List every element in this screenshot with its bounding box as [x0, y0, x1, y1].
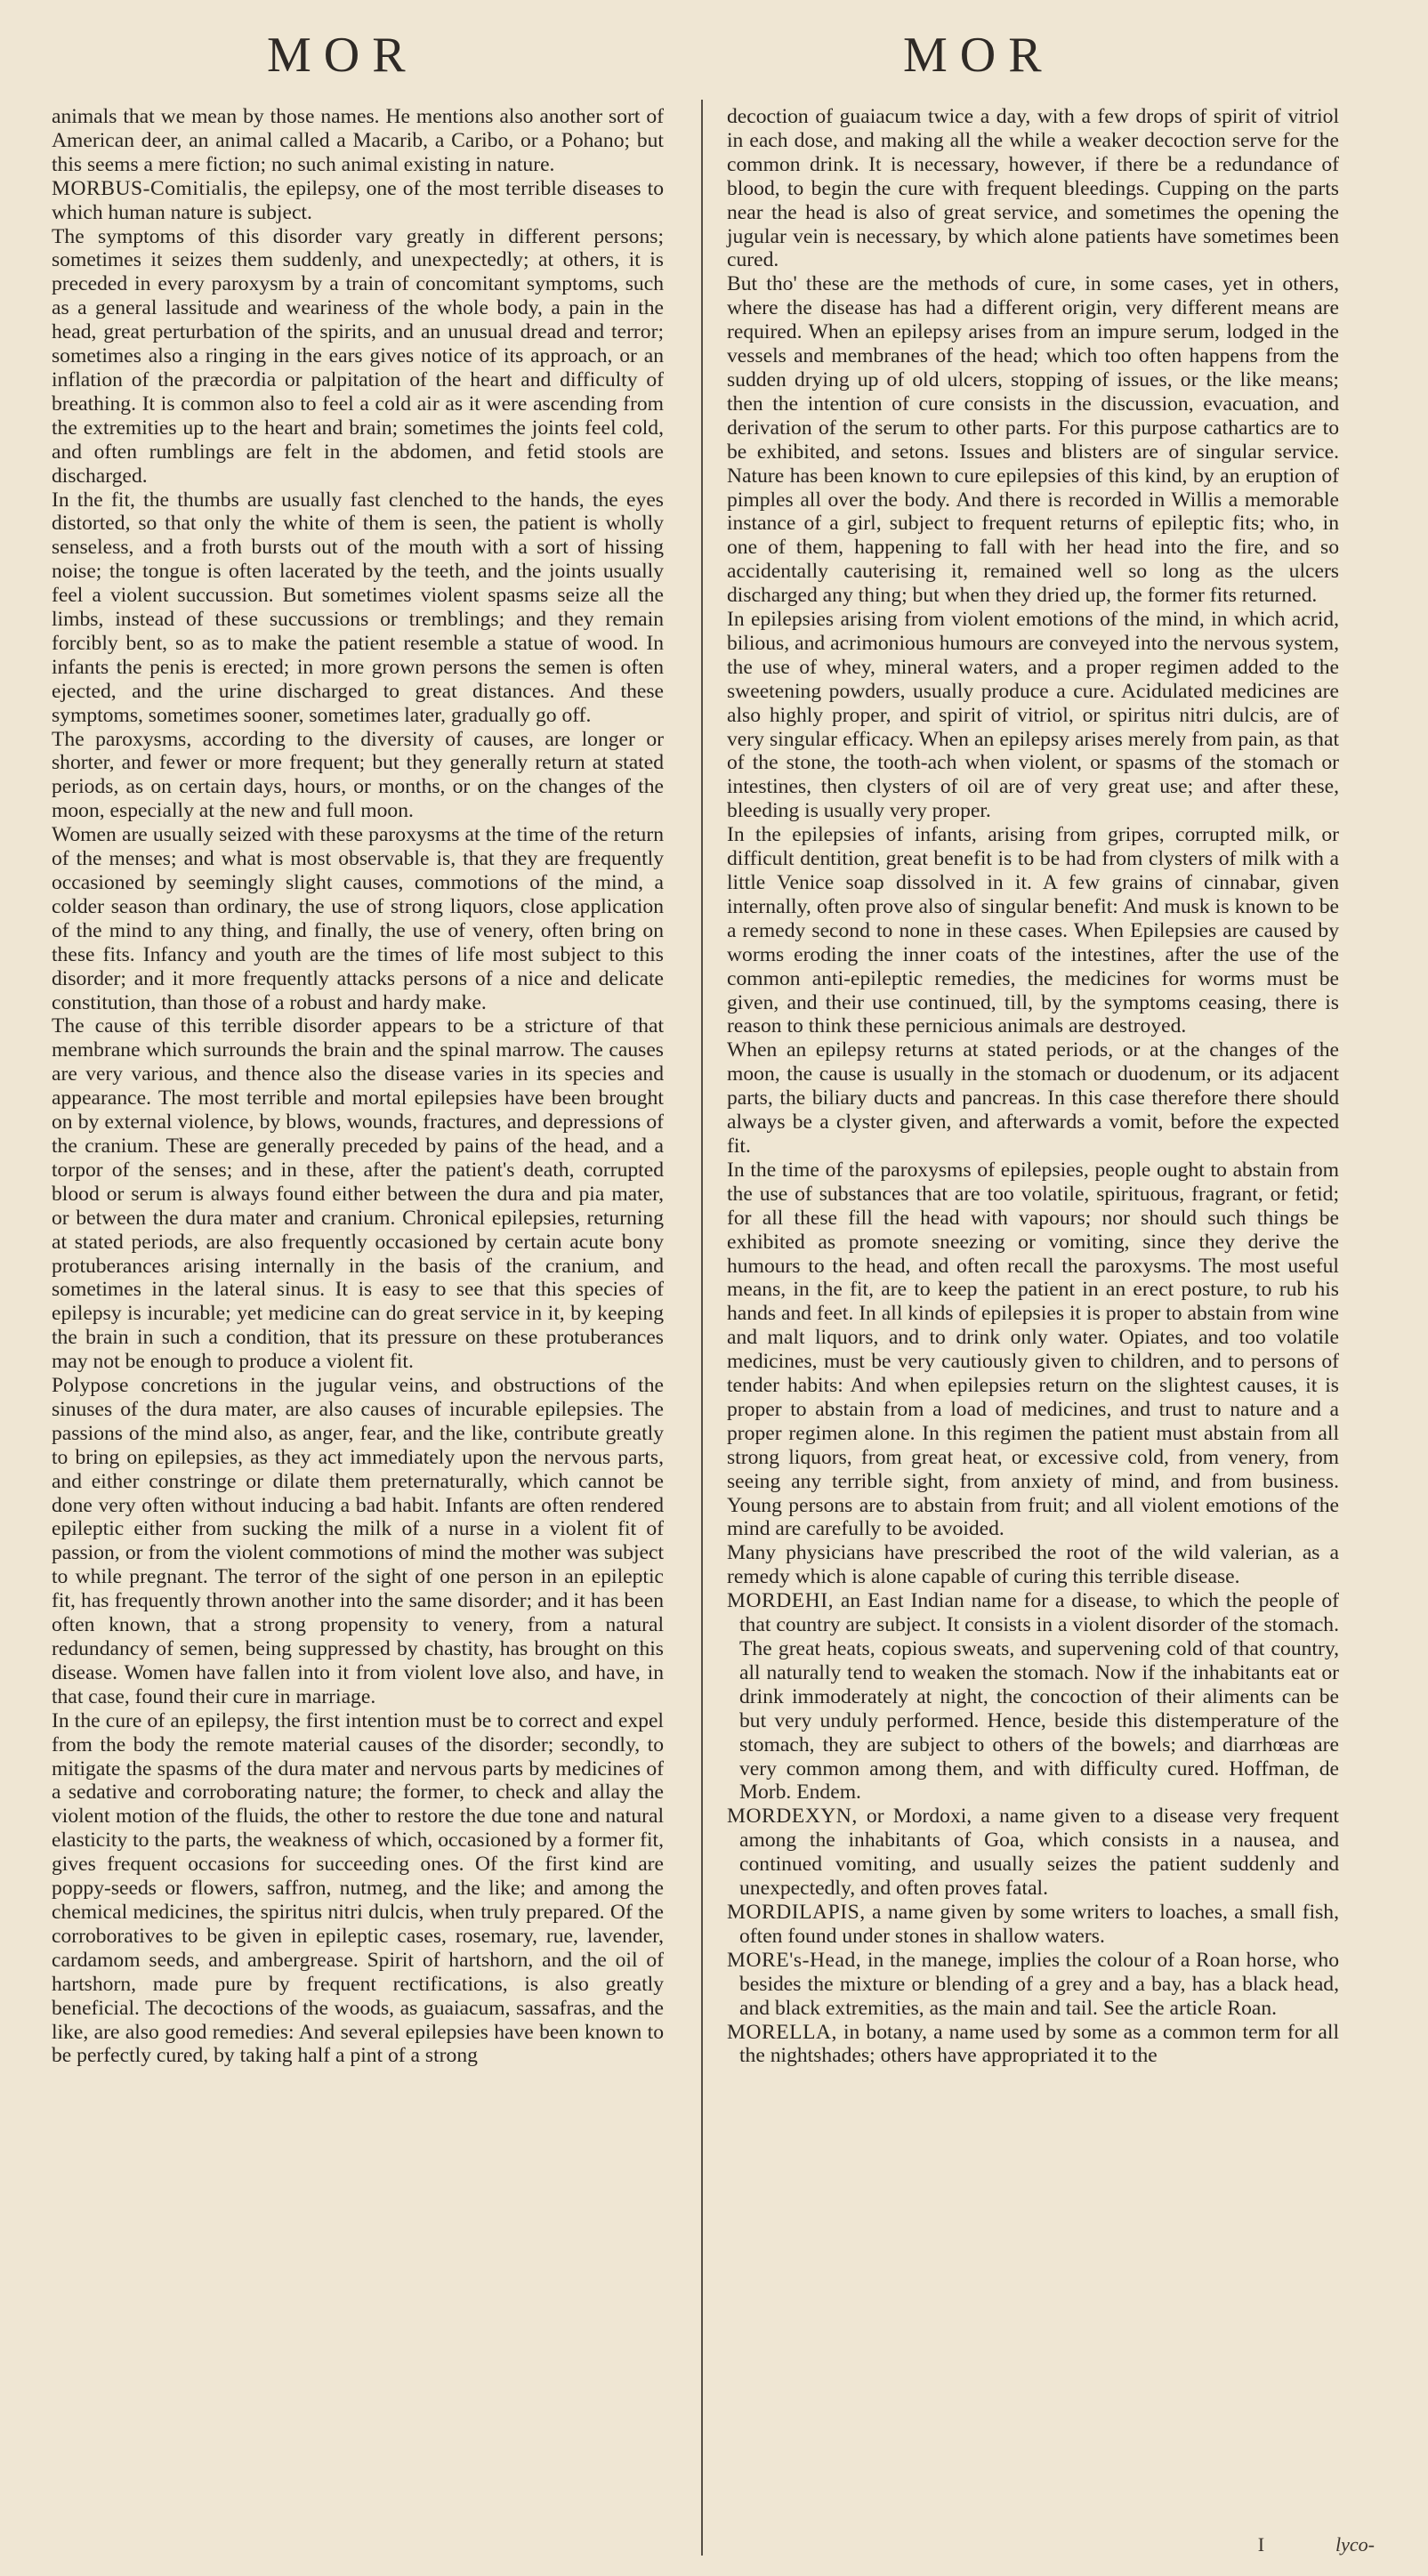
- entry-mordexyn: [727, 1805, 1339, 1901]
- paragraph: The cause of this terrible disorder appears to be a stricture of that membrane which surrounds the brain and the spinal marrow. The causes are very various, and thence also the disease varies in its species and appearance. The most terrible and mortal epilepsies have been brought on by external violence, by blows, wounds, fractures, and depressions of the cranium. These are generally preceded by pains of the head, and a torpor of the senses; and in these, after the patient's death, corrupted blood or serum is always found either between the dura and pia mater, or between the dura mater and cranium. Chronical epilepsies, returning at stated periods, are also frequently occasioned by certain acute bony protuberances arising internally in the basis of the cranium, and sometimes in the lateral sinus. It is easy to see that this species of epilepsy is incurable; yet medicine can do great service in it, by keeping the brain in such a condition, that its pressure on these protuberances may not be enough to produce a violent fit.: [52, 1014, 664, 1374]
- entry-text: an East Indian name for a disease, to which the people of that country are subject. It consists in a violent disorder of the stomach. The great heats, copious sweats, and supervening cold of that country, all naturally tend to weaken the stomach. Now if the inhabitants eat or drink immoderately at night, the concoction of their aliments can be but very unduly performed. Hence, beside this distemperature of the stomach, they are subject to others of the bowels; and diarrhœas are very common among them, and with difficulty cured. Hoffman, de Morb. Endem.: [739, 1589, 1339, 1805]
- entry-headword: MORELLA,: [727, 2020, 837, 2044]
- entry-morella: [727, 2021, 1339, 2069]
- entry-headword: MORDEHI,: [727, 1589, 834, 1613]
- page-footer: [1258, 2533, 1375, 2556]
- entry-text: in the manege, implies the colour of a Roan horse, who besides the mixture or blending of a grey and a bay, has a black head, and black extremities, as the main and tail. See the article Roan.: [739, 1948, 1339, 2020]
- paragraph: animals that we mean by those names. He mentions also another sort of American deer, an animal called a Macarib, a Caribo, or a Pohano; but this seems a mere fiction; no such animal existing in nature.: [52, 105, 664, 176]
- entry-mordilapis: [727, 1901, 1339, 1949]
- paragraph: The symptoms of this disorder vary greatly in different persons; sometimes it seizes them suddenly, and unexpectedly; at others, it is preceded in every paroxysm by a train of concomitant symptoms, such as a general lassitude and weariness of the whole body, a pain in the head, great perturbation of the spirits, and an unusual dread and terror; sometimes also a ringing in the ears gives notice of its approach, or an inflation of the præcordia or palpitation of the heart and difficulty of breathing. It is common also to feel a cold air as it were ascending from the extremities up to the heart and brain; sometimes the joints feel cold, and often rumblings are felt in the abdomen, and fetid stools are discharged.: [52, 224, 664, 488]
- catchword: lyco-: [1335, 2533, 1375, 2556]
- paragraph: The paroxysms, according to the diversity of causes, are longer or shorter, and fewer or more frequent; but they generally return at stated periods, as on certain days, hours, or months, or on the changes of the moon, especially at the new and full moon.: [52, 727, 664, 823]
- entry-headword: MORBUS-Comitialis,: [52, 176, 248, 200]
- running-head-right: MOR: [903, 28, 1054, 83]
- paragraph: In the fit, the thumbs are usually fast clenched to the hands, the eyes distorted, so that only the white of them is seen, the patient is wholly senseless, and a froth bursts out of the mouth with a sort of hissing noise; the tongue is often lacerated by the teeth, and the joints usually feel a violent succussion. But sometimes violent spasms seize all the limbs, instead of these succussions or tremblings; and they remain forcibly bent, so as to make the patient resemble a statue of wood. In infants the penis is erected; in more grown persons the semen is often ejected, and the urine discharged to great distances. And these symptoms, sometimes sooner, sometimes later, gradually go off.: [52, 488, 664, 727]
- entry-text: a name given by some writers to loaches, a small fish, often found under stones in shallow waters.: [739, 1900, 1339, 1948]
- paragraph: In the time of the paroxysms of epilepsies, people ought to abstain from the use of substances that are too volatile, spirituous, fragrant, or fetid; for all these fill the head with vapours; nor should such things be exhibited as promote sneezing or vomiting, since they derive the humours to the head, and often recall the paroxysms. The most useful means, in the fit, are to keep the patient in an erect posture, to rub his hands and feet. In all kinds of epilepsies it is proper to abstain from wine and malt liquors, and to drink only water. Opiates, and too volatile medicines, must be very cautiously given to children, and to persons of tender habits: And when epilepsies return on the slightest causes, it is proper to abstain from a load of medicines, and trust to nature and a proper regimen alone. In this regimen the patient must abstain from all strong liquors, from great heat, or excessive cold, from venery, from seeing any terrible sight, from anxiety of mind, and from business. Young persons are to abstain from fruit; and all violent emotions of the mind are carefully to be avoided.: [727, 1158, 1339, 1541]
- entry-text: the epilepsy, one of the most terrible diseases to which human nature is subject.: [52, 176, 664, 224]
- left-column: [52, 105, 664, 2068]
- running-head-left: MOR: [267, 28, 418, 83]
- entry-text: or Mordoxi, a name given to a disease very frequent among the inhabitants of Goa, which consists in a nausea, and continued vomiting, and usually seizes the patient suddenly and unexpectedly, and often proves fatal.: [739, 1805, 1339, 1901]
- column-divider: [701, 100, 703, 2556]
- paragraph: decoction of guaiacum twice a day, with a few drops of spirit of vitriol in each dose, and making all the while a weaker decoction serve for the common drink. It is necessary, however, if there be a redundance of blood, to begin the cure with frequent bleedings. Cupping on the parts near the head is also of great service, and sometimes the opening the jugular vein is necessary, by which alone patients have sometimes been cured.: [727, 105, 1339, 272]
- paragraph: When an epilepsy returns at stated periods, or at the changes of the moon, the cause is usually in the stomach or duodenum, or its adjacent parts, the biliary ducts and pancreas. In this case therefore there should always be a clyster given, and afterwards a vomit, before the expected fit.: [727, 1038, 1339, 1158]
- paragraph: Polypose concretions in the jugular veins, and obstructions of the sinuses of the dura mater, are also causes of incurable epilepsies. The passions of the mind also, as anger, fear, and the like, contribute greatly to bring on epilepsies, as they act immediately upon the nervous parts, and either constringe or dilate them preternaturally, which cannot be done very often without inducing a bad habit. Infants are often rendered epileptic either from sucking the milk of a nurse in a violent fit of passion, or from the violent commotions of mind the mother was subject to while pregnant. The terror of the sight of one person in an epileptic fit, has frequently thrown another into the same disorder; and it has been often known, that a strong propensity to venery, from a natural redundancy of semen, being suppressed by chastity, has brought on this disease. Women have fallen into it from violent love also, and have, in that case, found their cure in marriage.: [52, 1374, 664, 1708]
- entry-mordehi: [727, 1589, 1339, 1805]
- entry-headword: MORDILAPIS,: [727, 1900, 866, 1924]
- paragraph: In the cure of an epilepsy, the first intention must be to correct and expel from the body the remote material causes of the disorder; secondly, to mitigate the spasms of the dura mater and nervous parts by medicines of a sedative and corroborating nature; the former, to check and allay the violent motion of the fluids, the other to restore the due tone and natural elasticity to the parts, the weakness of which, occasioned by a former fit, gives frequent occasions for succeeding ones. Of the first kind are poppy-seeds or flowers, saffron, nutmeg, and the like; and among the chemical medicines, the spiritus nitri dulcis, when truly prepared. Of the corroboratives to be given in epileptic cases, rosemary, rue, lavender, cardamom seeds, and ambergrease. Spirit of hartshorn, and the oil of hartshorn, made pure by frequent rectifications, is also greatly beneficial. The decoctions of the woods, as guaiacum, sassafras, and the like, are also good remedies: And several epilepsies have been known to be perfectly cured, by taking half a pint of a strong: [52, 1708, 664, 2068]
- entry-headword: MORE's-Head,: [727, 1948, 862, 1972]
- paragraph: In the epilepsies of infants, arising from gripes, corrupted milk, or difficult dentition, great benefit is to be had from clysters of milk with a little Venice soap dissolved in it. A few grains of cinnabar, given internally, often prove also of singular benefit: And musk is known to be a remedy second to none in these cases. When Epilepsies are caused by worms eroding the inner coats of the intestines, after the use of the common anti-epileptic remedies, the medicines for worms must be given, and their use continued, till, by the symptoms ceasing, there is reason to think these pernicious animals are destroyed.: [727, 823, 1339, 1038]
- right-column: [727, 105, 1339, 2068]
- entry-morbus: [52, 177, 664, 225]
- entry-mores-head: [727, 1949, 1339, 2021]
- entry-headword: MORDEXYN,: [727, 1805, 858, 1829]
- paragraph: But tho' these are the methods of cure, in some cases, yet in others, where the disease has had a different origin, very different means are required. When an epilepsy arises from an impure serum, lodged in the vessels and membranes of the head; which too often happens from the sudden drying up of old ulcers, stopping of issues, or the like means; then the intention of cure consists in the discussion, evacuation, and derivation of the serum to other parts. For this purpose cathartics are to be exhibited, and setons. Issues and blisters are of singular service. Nature has been known to cure epilepsies of this kind, by an eruption of pimples all over the body. And there is recorded in Willis a memorable instance of a girl, subject to frequent returns of epileptic fits; who, in one of them, happening to fall with her head into the fire, and so accidentally cauterising it, remained well so long as the ulcers discharged any thing; but when they dried up, the former fits returned.: [727, 272, 1339, 608]
- paragraph: Women are usually seized with these paroxysms at the time of the return of the menses; and what is most observable is, that they are frequently occasioned by seemingly slight causes, commotions of the mind, a colder season than ordinary, the use of strong liquors, close application of the mind to any thing, and finally, the use of venery, often bring on these fits. Infancy and youth are the times of life most subject to this disorder; and it more frequently attacks persons of a nice and delicate constitution, than those of a robust and hardy make.: [52, 823, 664, 1014]
- paragraph: In epilepsies arising from violent emotions of the mind, in which acrid, bilious, and acrimonious humours are conveyed into the nervous system, the use of whey, mineral waters, and a proper regimen added to the sweetening powders, usually produce a cure. Acidulated medicines are also highly proper, and spirit of vitriol, or spiritus nitri dulcis, are of very singular efficacy. When an epilepsy arises merely from pain, as that of the stone, the tooth-ach when violent, or spasms of the stomach or intestines, then clysters of oil are of very great use; and after these, bleeding is usually very proper.: [727, 608, 1339, 823]
- paragraph: Many physicians have prescribed the root of the wild valerian, as a remedy which is alone capable of curing this terrible disease.: [727, 1541, 1339, 1589]
- entry-text: in botany, a name used by some as a common term for all the nightshades; others have appropriated it to the: [739, 2020, 1339, 2068]
- signature-mark: I: [1257, 2533, 1265, 2556]
